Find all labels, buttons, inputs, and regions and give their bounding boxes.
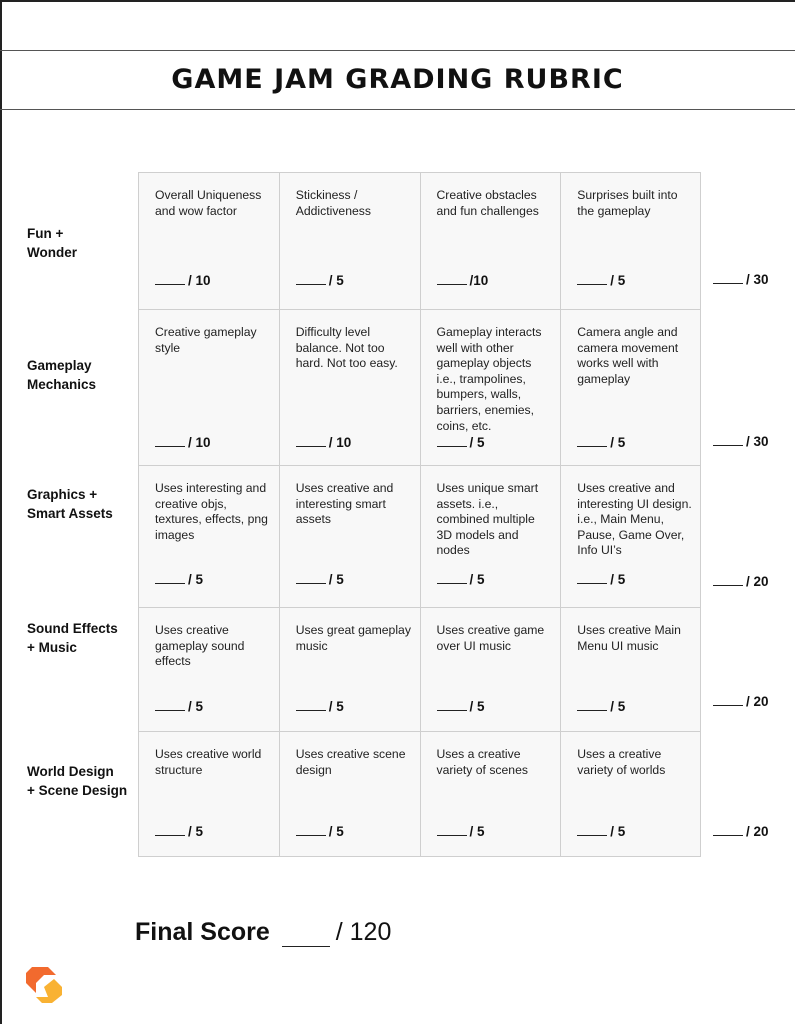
row-label: World Design + Scene Design	[27, 764, 128, 798]
rubric-cell	[561, 173, 700, 310]
score-max: / 5	[469, 572, 485, 587]
row-total-value: / 20	[746, 694, 769, 709]
criterion-score	[577, 824, 625, 839]
row-total-value: / 20	[746, 574, 769, 589]
score-max: /10	[469, 273, 489, 288]
row-total-value: / 30	[746, 434, 769, 449]
criterion-score	[296, 824, 344, 839]
criterion-description: Uses a creative variety of worlds	[577, 747, 666, 777]
criterion-description: Uses creative and interesting smart assets	[295, 481, 394, 527]
criterion-description: Uses creative and interesting UI design. i.e., Main Menu, Pause, Game Over, Info UI’s	[577, 481, 692, 558]
score-max: / 5	[610, 824, 626, 839]
score-blank[interactable]	[577, 699, 607, 711]
criterion-description: Overall Uniqueness and wow factor	[155, 188, 262, 218]
logo-yellow-shape	[36, 979, 62, 1003]
row-total	[713, 272, 769, 287]
rubric-cell	[139, 732, 280, 856]
criterion-score	[577, 572, 625, 587]
score-max: / 5	[610, 572, 626, 587]
page-border-top	[0, 0, 795, 2]
score-blank[interactable]	[155, 572, 185, 584]
score-max: / 5	[328, 572, 344, 587]
score-blank[interactable]	[296, 824, 326, 836]
page-title: GAME JAM GRADING RUBRIC	[171, 64, 624, 95]
title-band	[0, 50, 795, 110]
score-blank[interactable]	[155, 824, 185, 836]
row-total	[713, 824, 769, 839]
score-blank[interactable]	[437, 824, 467, 836]
score-blank[interactable]	[155, 273, 185, 285]
score-blank[interactable]	[437, 699, 467, 711]
criterion-score	[155, 273, 211, 288]
row-total-blank[interactable]	[713, 824, 743, 836]
score-max: / 5	[469, 824, 485, 839]
rubric-cell	[280, 466, 421, 608]
criterion-score	[296, 435, 352, 450]
score-blank[interactable]	[437, 435, 467, 447]
rubric-cell	[421, 173, 562, 310]
criterion-score	[437, 435, 485, 450]
criterion-score	[296, 273, 344, 288]
criterion-score	[577, 435, 625, 450]
row-total-blank[interactable]	[713, 694, 743, 706]
score-max: / 5	[610, 699, 626, 714]
criterion-description: Uses creative game over UI music	[436, 623, 545, 653]
final-score-blank[interactable]	[282, 926, 330, 947]
score-max: / 5	[328, 273, 344, 288]
criterion-description: Uses creative world structure	[155, 747, 262, 777]
score-max: / 5	[328, 824, 344, 839]
row-label: Sound Effects + Music	[27, 621, 118, 655]
row-label: Gameplay Mechanics	[27, 358, 97, 392]
page-border-left	[0, 0, 2, 1024]
rubric-cell	[280, 173, 421, 310]
score-max: / 5	[188, 699, 204, 714]
row-total-blank[interactable]	[713, 272, 743, 284]
criterion-score	[155, 824, 203, 839]
row-total-blank[interactable]	[713, 434, 743, 446]
criterion-description: Uses interesting and creative objs, textures, effects, png images	[155, 481, 268, 542]
criterion-description: Uses great gameplay music	[295, 623, 411, 653]
score-max: / 10	[188, 273, 211, 288]
criterion-description: Uses creative scene design	[295, 747, 406, 777]
row-total	[713, 694, 769, 709]
score-max: / 5	[188, 824, 204, 839]
criterion-score	[437, 273, 489, 288]
score-blank[interactable]	[296, 572, 326, 584]
score-blank[interactable]	[155, 435, 185, 447]
criterion-description: Camera angle and camera movement works well with gameplay	[577, 325, 679, 386]
rubric-cell	[421, 608, 562, 732]
criterion-score	[437, 824, 485, 839]
criterion-score	[437, 699, 485, 714]
rubric-cell	[561, 608, 700, 732]
score-max: / 5	[469, 435, 485, 450]
score-blank[interactable]	[296, 699, 326, 711]
score-blank[interactable]	[437, 273, 467, 285]
criterion-description: Uses a creative variety of scenes	[436, 747, 528, 777]
criterion-description: Surprises built into the gameplay	[577, 188, 678, 218]
criterion-description: Stickiness / Addictiveness	[295, 188, 371, 218]
score-blank[interactable]	[577, 273, 607, 285]
score-max: / 5	[610, 435, 626, 450]
rubric-cell	[139, 173, 280, 310]
rubric-cell	[421, 310, 562, 466]
row-label: Fun + Wonder	[27, 226, 77, 260]
rubric-cell	[561, 310, 700, 466]
score-max: / 10	[328, 435, 352, 450]
criterion-description: Uses unique smart assets. i.e., combined multiple 3D models and nodes	[436, 481, 539, 558]
score-max: / 5	[469, 699, 485, 714]
score-max: / 5	[188, 572, 204, 587]
score-blank[interactable]	[296, 273, 326, 285]
criterion-score	[155, 572, 203, 587]
criterion-description: Uses creative gameplay sound effects	[155, 623, 245, 669]
criterion-description: Difficulty level balance. Not too hard. Not too easy.	[295, 325, 398, 371]
row-total-value: / 20	[746, 824, 769, 839]
criterion-score	[577, 273, 625, 288]
final-score-label: Final Score	[135, 918, 270, 946]
row-label: Graphics + Smart Assets	[27, 487, 113, 521]
rubric-cell	[280, 310, 421, 466]
criterion-description: Creative gameplay style	[155, 325, 257, 355]
row-total-blank[interactable]	[713, 574, 743, 586]
score-max: / 5	[328, 699, 344, 714]
rubric-cell	[280, 732, 421, 856]
criterion-score	[296, 699, 344, 714]
row-total-value: / 30	[746, 272, 769, 287]
brand-logo-icon	[22, 965, 66, 1005]
rubric-cell	[421, 466, 562, 608]
rubric-cell	[139, 466, 280, 608]
criterion-score	[437, 572, 485, 587]
rubric-grid	[138, 172, 701, 857]
criterion-description: Creative obstacles and fun challenges	[436, 188, 539, 218]
score-blank[interactable]	[577, 435, 607, 447]
criterion-score	[155, 699, 203, 714]
criterion-score	[296, 572, 344, 587]
criterion-score	[155, 435, 211, 450]
rubric-cell	[561, 466, 700, 608]
rubric-cell	[280, 608, 421, 732]
score-blank[interactable]	[577, 824, 607, 836]
criterion-description: Gameplay interacts well with other gameplay objects i.e., trampolines, bumpers, walls, barriers, enemies, coins, etc.	[436, 325, 542, 433]
rubric-cell	[421, 732, 562, 856]
score-blank[interactable]	[296, 435, 326, 447]
row-total	[713, 434, 769, 449]
score-blank[interactable]	[155, 699, 185, 711]
criterion-score	[577, 699, 625, 714]
score-blank[interactable]	[577, 572, 607, 584]
score-max: / 10	[188, 435, 211, 450]
rubric-cell	[561, 732, 700, 856]
score-max: / 5	[610, 273, 626, 288]
rubric-cell	[139, 608, 280, 732]
row-total	[713, 574, 769, 589]
final-score-total: / 120	[335, 918, 392, 946]
score-blank[interactable]	[437, 572, 467, 584]
rubric-cell	[139, 310, 280, 466]
criterion-description: Uses creative Main Menu UI music	[577, 623, 681, 653]
final-score	[135, 918, 391, 947]
